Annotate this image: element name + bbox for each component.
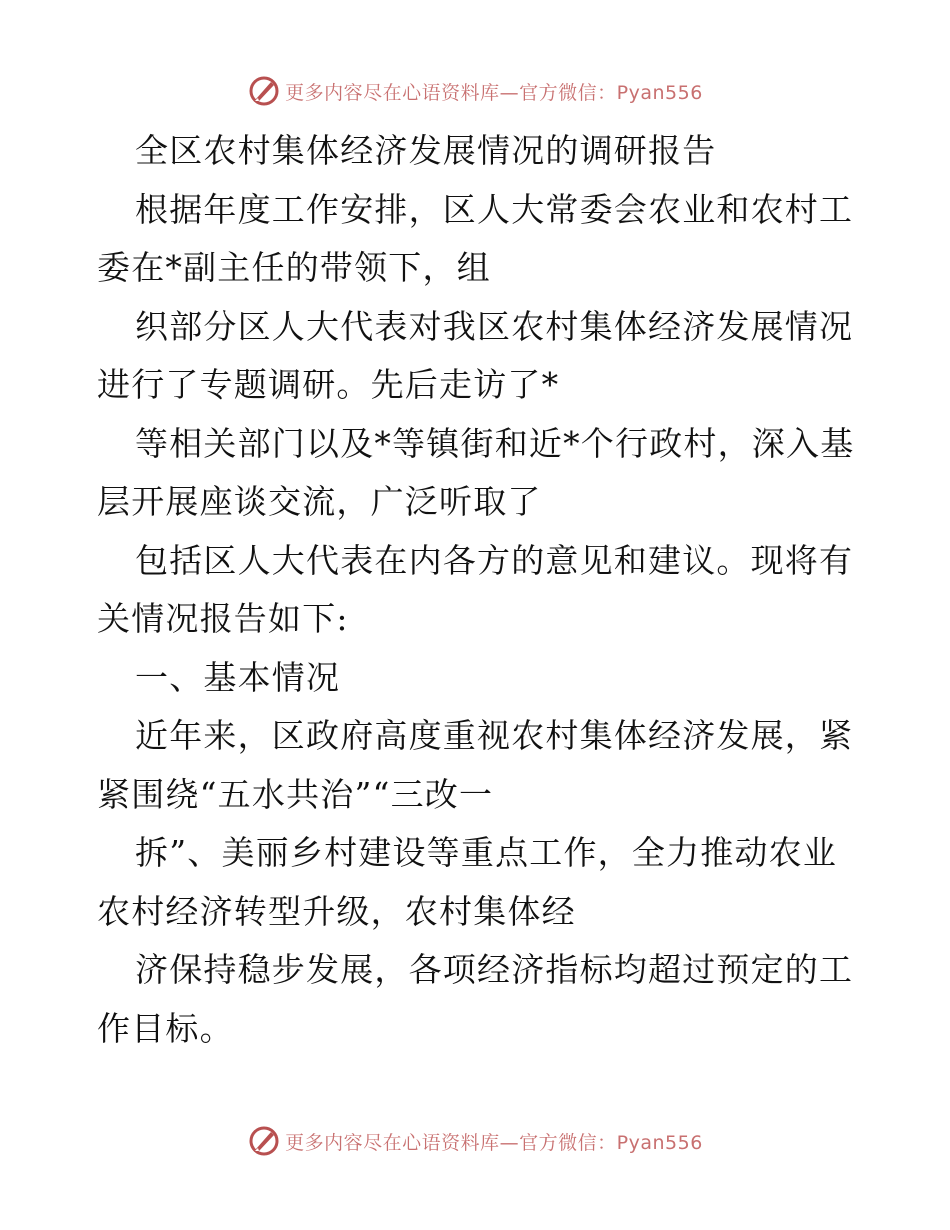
paragraph-line: 包括区人大代表在内各方的意见和建议。现将有关情况报告如下: bbox=[97, 540, 854, 638]
section-heading: 一、基本情况 bbox=[135, 657, 341, 697]
brush-logo-icon bbox=[247, 1124, 281, 1158]
footer-watermark bbox=[0, 1121, 950, 1161]
paragraph-line: 根据年度工作安排，区人大常委会农业和农村工委在*副主任的带领下，组 bbox=[97, 189, 854, 287]
brush-logo-icon bbox=[247, 74, 281, 108]
header-watermark bbox=[0, 71, 950, 111]
paragraph-line: 济保持稳步发展，各项经济指标均超过预定的工作目标。 bbox=[97, 950, 854, 1048]
watermark-text: 更多内容尽在心语资料库—官方微信：Pyan556 bbox=[285, 1131, 703, 1154]
watermark-text: 更多内容尽在心语资料库—官方微信：Pyan556 bbox=[285, 81, 703, 104]
paragraph-line: 织部分区人大代表对我区农村集体经济发展情况进行了专题调研。先后走访了* bbox=[97, 306, 854, 404]
document-body bbox=[97, 122, 857, 1058]
paragraph-line: 近年来，区政府高度重视农村集体经济发展，紧紧围绕“五水共治”“三改一 bbox=[97, 716, 854, 814]
paragraph-line: 拆”、美丽乡村建设等重点工作，全力推动农业农村经济转型升级，农村集体经 bbox=[97, 833, 838, 931]
paragraph-line: 等相关部门以及*等镇街和近*个行政村，深入基层开展座谈交流，广泛听取了 bbox=[97, 423, 855, 521]
report-title: 全区农村集体经济发展情况的调研报告 bbox=[135, 131, 717, 170]
